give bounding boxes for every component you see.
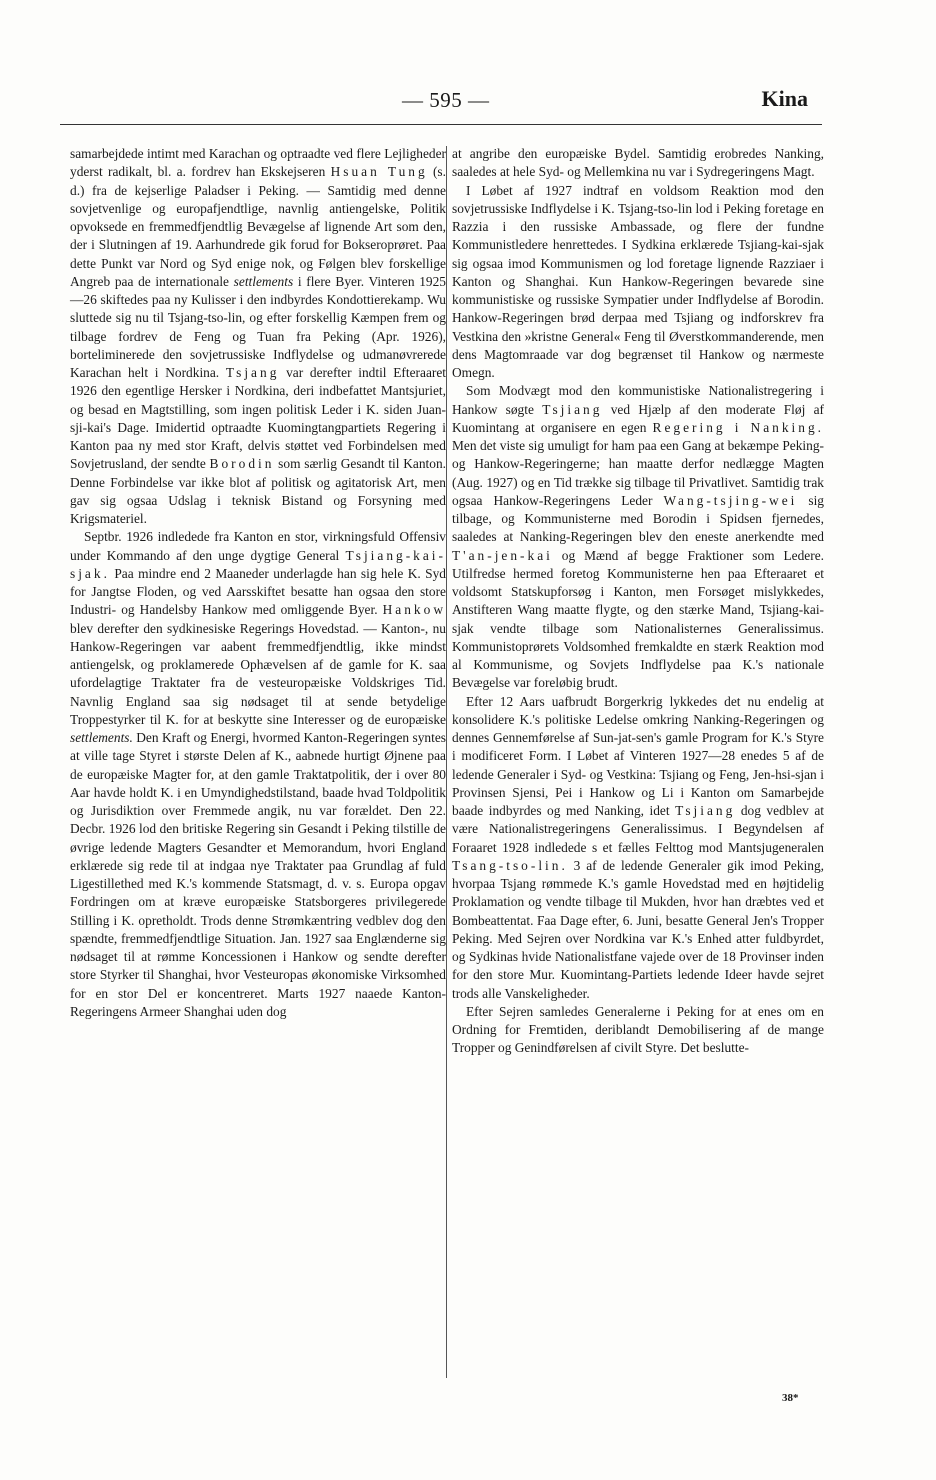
running-head: Kina xyxy=(761,86,808,111)
italic-term: settlements. xyxy=(70,730,133,745)
page-number: — 595 — xyxy=(402,88,490,112)
spaced-name: Borodin xyxy=(209,456,275,472)
spaced-name: Hankow xyxy=(382,602,446,618)
paragraph: samarbejdede intimt med Karachan og optraadte ved flere Lejligheder yderst radikalt, bl. a. fordrev han Ekskejseren Hsuan Tung (s. d.) fra de kejserlige Paladser i Peking. — Samtidig med denne sovjetvenlige og europafjendtlige, navnlig antiengelske, Politik opvoksede en fremmedfjendtlig Bevægelse af lignende Art som den, der i Slutningen af 19. Aarhundrede gik forud for Bokseroprøret. Paa dette Punkt var Nord og Syd enige nok, og Følgen blev forskellige Angreb paa de internationale settlements i flere Byer. Vinteren 1925—26 skiftedes paa ny Kulisser i den indbyrdes Kondottierekamp. Wu sluttede sig nu til Tsjang-tso-lin, og efter forskellig Kæmpen frem og tilbage fordrev de Feng og Tuan fra Peking (Apr. 1926), bortelimineredе den sovjetrussiske Indflydelse og udmanøvrerede Karachan helt i Nordkina. Tsjang var derefter indtil Efteraaret 1926 den egentlige Hersker i Nordkina, deri indbefattet Mantsjuriet, og besad en Magtstilling, som ingen politisk Leder i K. siden Juan-sji-kai's Dage. Imidertid optraadte Kuomingtangpartiets Regering i Kanton paa ny med stor Kraft, delvis støttet ved Forbindelsen med Sovjetrusland, der sendte Borodin som særlig Gesandt til Kanton. Denne Forbindelse var ikke blot af politisk og agitatorisk Art, men gav sig ogsaa Udslag i teknisk Bistand og Forsyning med Krigsmateriel. xyxy=(70,146,447,526)
column-divider xyxy=(446,146,447,1378)
spaced-name: Hsuan Tung xyxy=(330,164,428,180)
spaced-name: Wang-tsjing-wei xyxy=(663,492,798,508)
left-column xyxy=(70,145,446,1021)
spaced-name: Tsang-tso-lin. xyxy=(452,857,568,873)
signature-mark: 38* xyxy=(782,1392,799,1404)
spaced-name: Regering i Nanking. xyxy=(652,419,824,435)
paragraph: Efter 12 Aars uafbrudt Borgerkrig lykkedes det nu endelig at konsolidere K.'s politiske Ledelse omkring Nanking-Regeringen og dennes Gennemførelse af Sun-jat-sen's gamle Program for K.'s Styre i modificeret Form. I Løbet af Vinteren 1927—28 enedes 5 af de ledende Generaler i Syd- og Vestkina: Tsjiang og Feng, Jen-hsi-sjan i Provinsen Sjensi, Pei i Hankow og Li i Kanton om Samarbejde baade indbyrdes og med Nanking, idet Tsjiang dog vedblev at være Nationalistregeringens Generalissimus. I Begyndelsen af Foraaret 1928 indledede s et fælles Felttog mod Mantsjugeneralen Tsang-tso-lin. 3 af de ledende Generaler gik imod Peking, hvorpaa Tsjang rømmede K.'s gamle Hovedstad med en højtidelig Proklamation og vendte tilbage til Mukden, hvor han dræbtes ved et Bombeattentat. Faa Dage efter, 6. Juni, besatte General Jen's Tropper Peking. Med Sejren over Nordkina var K.'s Enhed atter fuldbyrdet, og Sydkinas hvide Nationalistfane vajede over de 18 Provinser inden for den store Mur. Kuomintang-Partiets ledende Ideer havde sejret trods alle Vanskeligheder. xyxy=(452,693,824,1001)
paragraph: Som Modvægt mod den kommunistiske Nationalistregering i Hankow søgte Tsjiang ved Hjælp af den moderate Fløj af Kuomintang at organisere en egen Regering i Nanking. Men det viste sig umuligt for ham paa een Gang at bekæmpe Peking- og Hankow-Regeringerne; han maatte derfor nedlægge Magten (Aug. 1927) og en Tid trække sig tilbage til Privatlivet. Samtidig trak ogsaa Hankow-Regeringens Leder Wang-tsjing-wei sig tilbage, og Kommunisterne med Borodin i Spidsen fjernedes, saaledes at Nanking-Regeringen blev den eneste anerkendte med T'an-jen-kai og Mænd af begge Fraktioner som Ledere. Utilfredse hermed foretog Kommunisterne hen paa Efteraaret et voldsomt Statskupforsøg i Kanton, men Forsøget mislykkedes, Anstifteren Wang maatte flygte, og den stærke Mand, Tsjiang-kai-sjak vendte tilbage som Nationalisternes Generalissimus. Kommunistoprørets Voldsomhed fremkaldte en stærk Reaktion mod al Kommunisme, og Sovjets Indflydelse paa K.'s nationale Bevægelse var foreløbig brudt. xyxy=(452,383,824,691)
spaced-name: Tsjiang xyxy=(542,401,603,417)
page-header xyxy=(60,88,820,122)
paragraph: Efter Sejren samledes Generalerne i Peking for at enes om en Ordning for Fremtiden, deriblandt Demobilisering af de mange Tropper og Genindførelsen af civilt Styre. Det beslutte- xyxy=(452,1003,824,1056)
spaced-name: Tsjang xyxy=(225,365,280,380)
spaced-name: Tsjiang-kai-sjak. xyxy=(70,547,446,581)
spaced-name: T'an-jen-kai xyxy=(452,547,553,563)
spaced-name: Tsjiang xyxy=(675,803,736,818)
paragraph: I Løbet af 1927 indtraf en voldsom Reaktion mod den sovjetrussiske Indflydelse i K. Tsjang-tso-lin lod i Peking foretage en Razzia i den russiske Ambassade, og flere der fundne Kommunistledere henrettedes. I Sydkina erklærede Tsjiang-kai-sjak sig ogsaa imod Kommunismen og lod foretage lignende Razziaer i Kanton og Shanghai. Kun Hankow-Regeringen bevarede sine kommunistiske og russiske Sympatier under Indflydelse af Borodin. Hankow-Regeringen brød derpaa med Tsjiang og indforskrev fra Vestkina den »kristne General« Feng til Øverstkommanderende, men dens Magtomraade var dog begrænset til Hankow og nærmeste Omegn. xyxy=(452,182,824,380)
paragraph: at angribe den europæiske Bydel. Samtidig erobredes Nanking, saaledes at hele Syd- og Mellemkina nu var i Sydregeringens Magt. xyxy=(452,146,824,180)
header-rule xyxy=(60,124,822,125)
paragraph: Septbr. 1926 indledede fra Kanton en stor, virkningsfuld Offensiv under Kommando af den unge dygtige General Tsjiang-kai-sjak. Paa mindre end 2 Maaneder underlagde han sig hele K. Syd for Jangtse Floden, og ved Aarsskiftet besatte han ogsaa den store Industri- og Handelsby Hankow med omliggende Byer. Hankow blev derefter den sydkinesiske Regerings Hovedstad. — Kanton-, nu Hankow-Regeringen var aabent fremmedfjendtlig, ikke mindst antiengelsk, og proklamerede Ophævelsen af de gamle for K. saa ufordelagtige Traktater fra de vesteuropæiske Voldskriges Tid. Navnlig England saa sig nødsaget til at sende betydelige Troppestyrker til K. for at beskytte sine Interesser og de europæiske settlements. Den Kraft og Energi, hvormed Kanton-Regeringen syntes at ville tage Styret i største Delen af K., aabnede hurtigt Øjnene paa de europæiske Magter for, at den gamle Traktatpolitik, der i over 80 Aar havde holdt K. i en Umyndighedstilstand, baade hvad Toldpolitik og Jurisdiktion over Fremmede angik, nu var forældet. Den 22. Decbr. 1926 lod den britiske Regering sin Gesandt i Peking tilstille de øvrige ledende Magters Gesandter et Memorandum, hvori England erklærede sig rede til at indgaa nye Traktater paa Grundlag af fuld Ligestillethed med K.'s kommende Statsmagt, d. v. s. Europa opgav Fordringen om at kræve europæiske Statsborgeres privilegerede Stilling i K. opretholdt. Trods denne Strømkæntring vedblev dog den spændte, fremmedfjendtlige Situation. Jan. 1927 saa Englænderne sig nødsaget til at rømme Koncessionen i Hankow og sendte derefter store Styrker til Shanghai, hvor Vesteuropas økonomiske Virksomhed for en stor Del er koncentreret. Marts 1927 naaede Kanton-Regeringens Armeer Shanghai uden dog xyxy=(70,529,446,1019)
italic-term: settlements xyxy=(233,273,294,289)
right-column xyxy=(452,145,824,1058)
